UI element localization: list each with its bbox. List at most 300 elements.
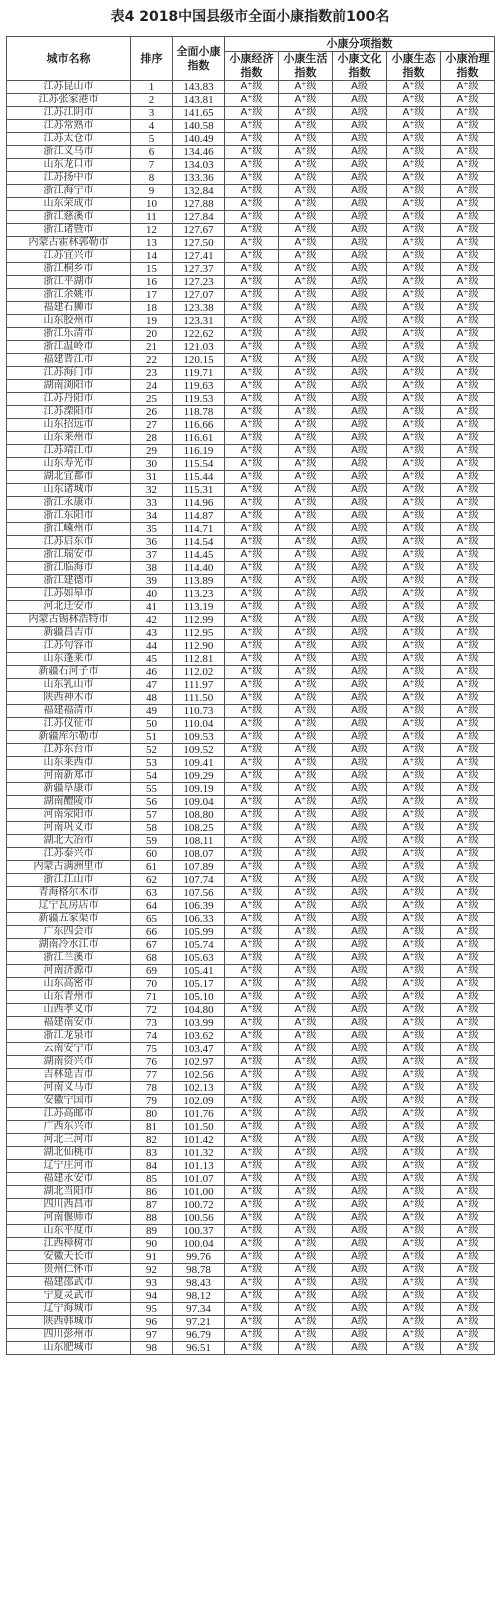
- economy-cell: A⁺级: [225, 900, 279, 913]
- ecology-cell: A⁺级: [387, 1121, 441, 1134]
- rank-cell: 12: [131, 224, 173, 237]
- governance-cell: A⁺级: [441, 614, 495, 627]
- rank-cell: 7: [131, 159, 173, 172]
- index-cell: 119.53: [173, 393, 225, 406]
- rank-cell: 19: [131, 315, 173, 328]
- rank-cell: 75: [131, 1043, 173, 1056]
- governance-cell: A⁺级: [441, 666, 495, 679]
- ecology-cell: A⁺级: [387, 1082, 441, 1095]
- living-cell: A⁺级: [279, 471, 333, 484]
- ecology-cell: A⁺级: [387, 1043, 441, 1056]
- living-cell: A⁺级: [279, 874, 333, 887]
- living-cell: A⁺级: [279, 549, 333, 562]
- table-row: [7, 575, 495, 588]
- living-cell: A⁺级: [279, 1290, 333, 1303]
- living-cell: A⁺级: [279, 861, 333, 874]
- city-cell: 浙江乐清市: [7, 328, 131, 341]
- culture-cell: A级: [333, 328, 387, 341]
- ecology-cell: A⁺级: [387, 94, 441, 107]
- living-cell: A⁺级: [279, 770, 333, 783]
- index-cell: 114.71: [173, 523, 225, 536]
- living-cell: A⁺级: [279, 679, 333, 692]
- rank-cell: 54: [131, 770, 173, 783]
- city-cell: 湖南冷水江市: [7, 939, 131, 952]
- table-row: [7, 315, 495, 328]
- culture-cell: A级: [333, 757, 387, 770]
- table-row: [7, 471, 495, 484]
- ecology-cell: A⁺级: [387, 848, 441, 861]
- rank-cell: 89: [131, 1225, 173, 1238]
- governance-cell: A⁺级: [441, 484, 495, 497]
- rank-cell: 91: [131, 1251, 173, 1264]
- ecology-cell: A⁺级: [387, 978, 441, 991]
- index-cell: 112.95: [173, 627, 225, 640]
- ecology-cell: A⁺级: [387, 757, 441, 770]
- index-cell: 108.07: [173, 848, 225, 861]
- economy-cell: A⁺级: [225, 211, 279, 224]
- city-cell: 河北三河市: [7, 1134, 131, 1147]
- index-cell: 127.37: [173, 263, 225, 276]
- governance-cell: A⁺级: [441, 588, 495, 601]
- index-cell: 119.71: [173, 367, 225, 380]
- table-row: [7, 172, 495, 185]
- table-row: [7, 1186, 495, 1199]
- index-cell: 143.83: [173, 81, 225, 94]
- living-cell: A⁺级: [279, 627, 333, 640]
- city-cell: 浙江江山市: [7, 874, 131, 887]
- rank-cell: 37: [131, 549, 173, 562]
- living-cell: A⁺级: [279, 133, 333, 146]
- governance-cell: A⁺级: [441, 1069, 495, 1082]
- table-row: [7, 627, 495, 640]
- city-cell: 福建福清市: [7, 705, 131, 718]
- culture-cell: A级: [333, 822, 387, 835]
- governance-cell: A⁺级: [441, 1082, 495, 1095]
- culture-cell: A级: [333, 289, 387, 302]
- ecology-cell: A⁺级: [387, 107, 441, 120]
- city-cell: 江苏溧阳市: [7, 406, 131, 419]
- culture-cell: A级: [333, 562, 387, 575]
- table-row: [7, 1251, 495, 1264]
- rank-cell: 62: [131, 874, 173, 887]
- header-city: 城市名称: [7, 37, 131, 81]
- living-cell: A⁺级: [279, 1342, 333, 1355]
- ecology-cell: A⁺级: [387, 653, 441, 666]
- living-cell: A⁺级: [279, 900, 333, 913]
- rank-cell: 42: [131, 614, 173, 627]
- rank-cell: 94: [131, 1290, 173, 1303]
- economy-cell: A⁺级: [225, 627, 279, 640]
- living-cell: A⁺级: [279, 419, 333, 432]
- living-cell: A⁺级: [279, 1316, 333, 1329]
- ecology-cell: A⁺级: [387, 1251, 441, 1264]
- city-cell: 陕西神木市: [7, 692, 131, 705]
- ecology-cell: A⁺级: [387, 588, 441, 601]
- ecology-cell: A⁺级: [387, 1095, 441, 1108]
- table-row: [7, 1043, 495, 1056]
- table-row: [7, 1173, 495, 1186]
- table-row: [7, 146, 495, 159]
- living-cell: A⁺级: [279, 107, 333, 120]
- index-cell: 114.54: [173, 536, 225, 549]
- living-cell: A⁺级: [279, 1225, 333, 1238]
- economy-cell: A⁺级: [225, 302, 279, 315]
- living-cell: A⁺级: [279, 783, 333, 796]
- ecology-cell: A⁺级: [387, 744, 441, 757]
- rank-cell: 82: [131, 1134, 173, 1147]
- city-cell: 山东平度市: [7, 1225, 131, 1238]
- table-row: [7, 211, 495, 224]
- governance-cell: A⁺级: [441, 965, 495, 978]
- economy-cell: A⁺级: [225, 1173, 279, 1186]
- rank-cell: 34: [131, 510, 173, 523]
- governance-cell: A⁺级: [441, 1056, 495, 1069]
- table-row: [7, 497, 495, 510]
- economy-cell: A⁺级: [225, 692, 279, 705]
- table-row: [7, 783, 495, 796]
- culture-cell: A级: [333, 354, 387, 367]
- ecology-cell: A⁺级: [387, 640, 441, 653]
- ecology-cell: A⁺级: [387, 952, 441, 965]
- economy-cell: A⁺级: [225, 952, 279, 965]
- economy-cell: A⁺级: [225, 172, 279, 185]
- rank-cell: 45: [131, 653, 173, 666]
- economy-cell: A⁺级: [225, 458, 279, 471]
- ecology-cell: A⁺级: [387, 133, 441, 146]
- table-row: [7, 1160, 495, 1173]
- governance-cell: A⁺级: [441, 185, 495, 198]
- ecology-cell: A⁺级: [387, 731, 441, 744]
- culture-cell: A级: [333, 1043, 387, 1056]
- rank-cell: 28: [131, 432, 173, 445]
- index-cell: 103.47: [173, 1043, 225, 1056]
- index-cell: 102.13: [173, 1082, 225, 1095]
- culture-cell: A级: [333, 1082, 387, 1095]
- living-cell: A⁺级: [279, 146, 333, 159]
- header-economy: 小康经济指数: [225, 52, 279, 81]
- rank-cell: 1: [131, 81, 173, 94]
- culture-cell: A级: [333, 653, 387, 666]
- index-cell: 100.56: [173, 1212, 225, 1225]
- rank-cell: 51: [131, 731, 173, 744]
- rank-cell: 21: [131, 341, 173, 354]
- living-cell: A⁺级: [279, 1134, 333, 1147]
- city-cell: 山东蓬莱市: [7, 653, 131, 666]
- city-cell: 四川彭州市: [7, 1329, 131, 1342]
- city-cell: 浙江海宁市: [7, 185, 131, 198]
- index-cell: 127.84: [173, 211, 225, 224]
- table-row: [7, 965, 495, 978]
- table-row: [7, 1134, 495, 1147]
- governance-cell: A⁺级: [441, 146, 495, 159]
- economy-cell: A⁺级: [225, 783, 279, 796]
- governance-cell: A⁺级: [441, 1316, 495, 1329]
- culture-cell: A级: [333, 1108, 387, 1121]
- rank-cell: 69: [131, 965, 173, 978]
- economy-cell: A⁺级: [225, 484, 279, 497]
- rank-cell: 16: [131, 276, 173, 289]
- rank-cell: 35: [131, 523, 173, 536]
- ecology-cell: A⁺级: [387, 419, 441, 432]
- city-cell: 福建晋江市: [7, 354, 131, 367]
- living-cell: A⁺级: [279, 1173, 333, 1186]
- rank-cell: 93: [131, 1277, 173, 1290]
- rank-cell: 87: [131, 1199, 173, 1212]
- rank-cell: 57: [131, 809, 173, 822]
- rank-cell: 44: [131, 640, 173, 653]
- culture-cell: A级: [333, 133, 387, 146]
- city-cell: 云南安宁市: [7, 1043, 131, 1056]
- table-row: [7, 1030, 495, 1043]
- culture-cell: A级: [333, 796, 387, 809]
- ecology-cell: A⁺级: [387, 939, 441, 952]
- economy-cell: A⁺级: [225, 1264, 279, 1277]
- city-cell: 新疆石河子市: [7, 666, 131, 679]
- index-cell: 101.07: [173, 1173, 225, 1186]
- table-row: [7, 770, 495, 783]
- economy-cell: A⁺级: [225, 94, 279, 107]
- ecology-cell: A⁺级: [387, 458, 441, 471]
- economy-cell: A⁺级: [225, 705, 279, 718]
- living-cell: A⁺级: [279, 289, 333, 302]
- city-cell: 内蒙古锡林浩特市: [7, 614, 131, 627]
- living-cell: A⁺级: [279, 367, 333, 380]
- ecology-cell: A⁺级: [387, 1212, 441, 1225]
- city-cell: 山东诸城市: [7, 484, 131, 497]
- index-cell: 107.74: [173, 874, 225, 887]
- culture-cell: A级: [333, 94, 387, 107]
- ecology-cell: A⁺级: [387, 861, 441, 874]
- table-row: [7, 354, 495, 367]
- economy-cell: A⁺级: [225, 1238, 279, 1251]
- ecology-cell: A⁺级: [387, 1134, 441, 1147]
- table-row: [7, 419, 495, 432]
- culture-cell: A级: [333, 510, 387, 523]
- rank-cell: 46: [131, 666, 173, 679]
- rank-cell: 63: [131, 887, 173, 900]
- table-row: [7, 796, 495, 809]
- rank-cell: 48: [131, 692, 173, 705]
- ecology-cell: A⁺级: [387, 341, 441, 354]
- culture-cell: A级: [333, 1290, 387, 1303]
- governance-cell: A⁺级: [441, 1095, 495, 1108]
- index-cell: 101.00: [173, 1186, 225, 1199]
- rank-cell: 15: [131, 263, 173, 276]
- economy-cell: A⁺级: [225, 471, 279, 484]
- city-cell: 吉林延吉市: [7, 1069, 131, 1082]
- ecology-cell: A⁺级: [387, 705, 441, 718]
- governance-cell: A⁺级: [441, 926, 495, 939]
- governance-cell: A⁺级: [441, 1290, 495, 1303]
- economy-cell: A⁺级: [225, 1043, 279, 1056]
- culture-cell: A级: [333, 120, 387, 133]
- city-cell: 山东高密市: [7, 978, 131, 991]
- city-cell: 浙江义乌市: [7, 146, 131, 159]
- economy-cell: A⁺级: [225, 926, 279, 939]
- culture-cell: A级: [333, 770, 387, 783]
- economy-cell: A⁺级: [225, 601, 279, 614]
- economy-cell: A⁺级: [225, 640, 279, 653]
- rank-cell: 39: [131, 575, 173, 588]
- rank-cell: 38: [131, 562, 173, 575]
- economy-cell: A⁺级: [225, 718, 279, 731]
- rank-cell: 26: [131, 406, 173, 419]
- city-cell: 广西东兴市: [7, 1121, 131, 1134]
- ecology-cell: A⁺级: [387, 614, 441, 627]
- table-row: [7, 406, 495, 419]
- index-cell: 102.09: [173, 1095, 225, 1108]
- city-cell: 江苏张家港市: [7, 94, 131, 107]
- index-cell: 107.56: [173, 887, 225, 900]
- table-row: [7, 393, 495, 406]
- city-cell: 江苏靖江市: [7, 445, 131, 458]
- rank-cell: 73: [131, 1017, 173, 1030]
- governance-cell: A⁺级: [441, 1199, 495, 1212]
- table-row: [7, 1303, 495, 1316]
- table-row: [7, 328, 495, 341]
- table-row: [7, 614, 495, 627]
- economy-cell: A⁺级: [225, 133, 279, 146]
- culture-cell: A级: [333, 1199, 387, 1212]
- living-cell: A⁺级: [279, 1329, 333, 1342]
- index-cell: 106.33: [173, 913, 225, 926]
- living-cell: A⁺级: [279, 692, 333, 705]
- culture-cell: A级: [333, 1056, 387, 1069]
- governance-cell: A⁺级: [441, 432, 495, 445]
- economy-cell: A⁺级: [225, 354, 279, 367]
- rank-cell: 56: [131, 796, 173, 809]
- rank-cell: 6: [131, 146, 173, 159]
- index-cell: 98.12: [173, 1290, 225, 1303]
- index-cell: 114.40: [173, 562, 225, 575]
- rank-cell: 76: [131, 1056, 173, 1069]
- index-cell: 109.04: [173, 796, 225, 809]
- city-cell: 宁夏灵武市: [7, 1290, 131, 1303]
- culture-cell: A级: [333, 1186, 387, 1199]
- economy-cell: A⁺级: [225, 1342, 279, 1355]
- index-cell: 105.99: [173, 926, 225, 939]
- living-cell: A⁺级: [279, 250, 333, 263]
- city-cell: 湖南资兴市: [7, 1056, 131, 1069]
- ecology-cell: A⁺级: [387, 1069, 441, 1082]
- ecology-cell: A⁺级: [387, 783, 441, 796]
- table-body: [7, 81, 495, 1355]
- living-cell: A⁺级: [279, 939, 333, 952]
- governance-cell: A⁺级: [441, 172, 495, 185]
- economy-cell: A⁺级: [225, 575, 279, 588]
- culture-cell: A级: [333, 952, 387, 965]
- living-cell: A⁺级: [279, 536, 333, 549]
- culture-cell: A级: [333, 601, 387, 614]
- governance-cell: A⁺级: [441, 549, 495, 562]
- index-cell: 118.78: [173, 406, 225, 419]
- governance-cell: A⁺级: [441, 237, 495, 250]
- living-cell: A⁺级: [279, 1277, 333, 1290]
- ecology-cell: A⁺级: [387, 1199, 441, 1212]
- economy-cell: A⁺级: [225, 328, 279, 341]
- living-cell: A⁺级: [279, 315, 333, 328]
- table-row: [7, 432, 495, 445]
- economy-cell: A⁺级: [225, 1082, 279, 1095]
- living-cell: A⁺级: [279, 211, 333, 224]
- city-cell: 山东莱州市: [7, 432, 131, 445]
- culture-cell: A级: [333, 965, 387, 978]
- governance-cell: A⁺级: [441, 913, 495, 926]
- index-cell: 116.19: [173, 445, 225, 458]
- index-cell: 103.62: [173, 1030, 225, 1043]
- economy-cell: A⁺级: [225, 445, 279, 458]
- city-cell: 江苏句容市: [7, 640, 131, 653]
- city-cell: 江苏高邮市: [7, 1108, 131, 1121]
- economy-cell: A⁺级: [225, 289, 279, 302]
- rank-cell: 4: [131, 120, 173, 133]
- ecology-cell: A⁺级: [387, 809, 441, 822]
- city-cell: 浙江瑞安市: [7, 549, 131, 562]
- economy-cell: A⁺级: [225, 757, 279, 770]
- table-row: [7, 263, 495, 276]
- living-cell: A⁺级: [279, 809, 333, 822]
- city-cell: 江苏如皋市: [7, 588, 131, 601]
- city-cell: 河南济源市: [7, 965, 131, 978]
- ranking-table: [6, 36, 495, 1355]
- index-cell: 133.36: [173, 172, 225, 185]
- living-cell: A⁺级: [279, 744, 333, 757]
- rank-cell: 14: [131, 250, 173, 263]
- governance-cell: A⁺级: [441, 744, 495, 757]
- economy-cell: A⁺级: [225, 1004, 279, 1017]
- rank-cell: 90: [131, 1238, 173, 1251]
- governance-cell: A⁺级: [441, 315, 495, 328]
- index-cell: 97.21: [173, 1316, 225, 1329]
- ecology-cell: A⁺级: [387, 81, 441, 94]
- living-cell: A⁺级: [279, 588, 333, 601]
- economy-cell: A⁺级: [225, 250, 279, 263]
- rank-cell: 24: [131, 380, 173, 393]
- index-cell: 108.80: [173, 809, 225, 822]
- rank-cell: 40: [131, 588, 173, 601]
- index-cell: 110.04: [173, 718, 225, 731]
- index-cell: 109.52: [173, 744, 225, 757]
- rank-cell: 55: [131, 783, 173, 796]
- economy-cell: A⁺级: [225, 1225, 279, 1238]
- table-row: [7, 81, 495, 94]
- table-row: [7, 107, 495, 120]
- culture-cell: A级: [333, 302, 387, 315]
- living-cell: A⁺级: [279, 120, 333, 133]
- governance-cell: A⁺级: [441, 536, 495, 549]
- index-cell: 108.11: [173, 835, 225, 848]
- culture-cell: A级: [333, 835, 387, 848]
- culture-cell: A级: [333, 224, 387, 237]
- header-subindex-group: 小康分项指数: [225, 37, 495, 52]
- city-cell: 山东寿光市: [7, 458, 131, 471]
- index-cell: 111.97: [173, 679, 225, 692]
- culture-cell: A级: [333, 900, 387, 913]
- table-row: [7, 185, 495, 198]
- rank-cell: 65: [131, 913, 173, 926]
- ecology-cell: A⁺级: [387, 887, 441, 900]
- economy-cell: A⁺级: [225, 822, 279, 835]
- living-cell: A⁺级: [279, 1108, 333, 1121]
- economy-cell: A⁺级: [225, 965, 279, 978]
- culture-cell: A级: [333, 614, 387, 627]
- ecology-cell: A⁺级: [387, 185, 441, 198]
- table-row: [7, 1108, 495, 1121]
- living-cell: A⁺级: [279, 601, 333, 614]
- city-cell: 浙江建德市: [7, 575, 131, 588]
- governance-cell: A⁺级: [441, 1017, 495, 1030]
- ecology-cell: A⁺级: [387, 497, 441, 510]
